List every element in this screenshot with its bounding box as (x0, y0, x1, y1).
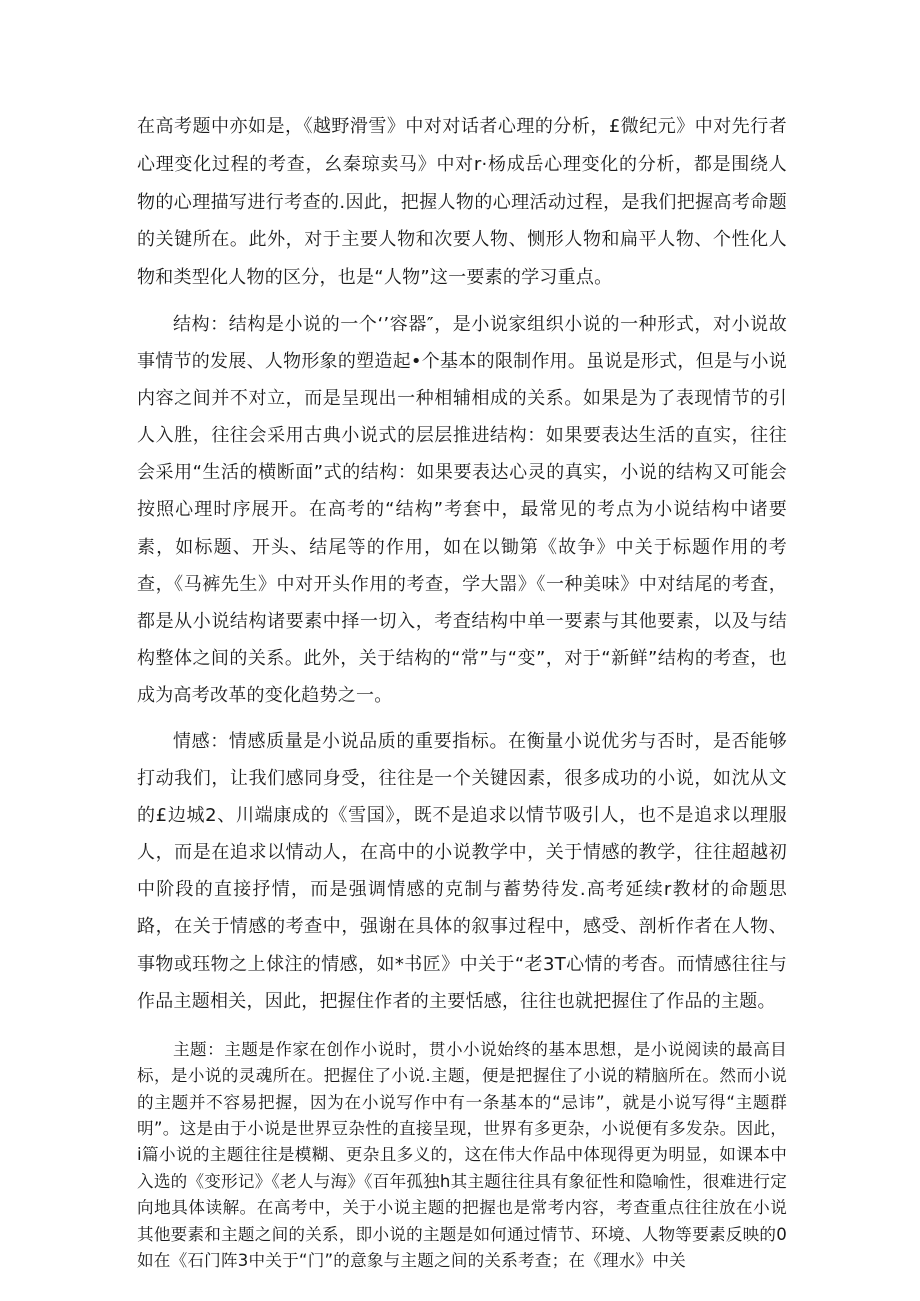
paragraph-emotion-label: 情感： (173, 731, 229, 753)
paragraph-character-text: 在高考题中亦如是，《越野滑雪》中对对话者心理的分析，£微纪元》中对先行者心理变化过程的考查，幺秦琼卖马》中对r·杨成岳心理变化的分析，都是围绕人物的心理描写进行考查的.因此，把握人物的心理活动过程，是我们把握高考命题的关键所在。此外，对于主要人物和次要人物、恻形人物和扁平人物、个性化人物和类型化人物的区分，也是“人物”这一要素的学习重点。 (137, 116, 787, 289)
paragraph-structure-label: 结构： (173, 313, 229, 335)
paragraph-theme (137, 1037, 787, 1275)
paragraph-theme-text: 主题是作家在创作小说时，贯小小说始终的基本思想，是小说阅读的最高目标，是小说的灵魂所在。把握住了小说.主题，便是把握住了小说的精脑所在。然而小说的主题并不容易把握，因为在小说写作中有一条基本的“忌讳”，就是小说写得“主题群明”。这是由于小说是世界豆杂性的直接呈现，世界有多更杂，小说便有多发杂。因此，i篇小说的主题往往是模糊、更杂且多义的，这在伟大作品中体现得更为明显，如课本中入选的《变形记》《老人与海》《百年孤独h其主题往往具有象征性和隐喻性，很难进行定向地具体读解。在高考中，关于小说主题的把握也是常考内容，考查重点往往放在小说其他要素和主题之间的关系，即小说的主题是如何通过情节、环境、人物等要素反映的0如在《石门阵3中关于“门”的意象与主题之间的关系考查；在《理水》中关 (137, 1039, 787, 1271)
paragraph-structure (137, 306, 787, 714)
paragraph-character (137, 108, 787, 297)
paragraph-structure-text: 结构是小说的一个‘’容器″，是小说家组织小说的一种形式，对小说故事情节的发展、人物形象的塑造起•个基本的限制作用。虽说是形式，但是与小说内容之间并不对立，而是呈现出一种相辅相成的关系。如果是为了表现情节的引人入胜，往往会采用古典小说式的层层推进结构：如果要表达生活的直实，往往会采用“生活的横断面”式的结构：如果要表达心灵的真实，小说的结构又可能会按照心理时序展开。在高考的“结构”考套中，最常见的考点为小说结构中诸要素，如标题、开头、结尾等的作用，如在以锄第《故争》中关于标题作用的考查，《马裤先生》中对开头作用的考查，学大噐》《一种美味》中对结尾的考査，都是从小说结构诸要素中择一切入，考査结构中单一要素与其他要素，以及与结构整体之间的关系。此外，关于结构的“常”与“变”，对于“新鲜”结构的考查，也成为高考改革的变化趋势之一。 (137, 313, 788, 706)
document-page (137, 108, 787, 1274)
paragraph-emotion (137, 723, 787, 1020)
paragraph-theme-label: 主题： (173, 1039, 225, 1059)
paragraph-emotion-text: 情感质量是小说品质的重要指标。在衡量小说优劣与否时，是否能够打动我们，让我们感同身受，往往是一个关键因素，很多成功的小说，如沈从文的£边城2、川端康成的《雪国》，既不是追求以情节吸引人，也不是追求以理服人，而是在追求以情动人，在高中的小说教学中，关于情感的教学，往往超越初中阶段的直接抒情，而是强调情感的克制与蓄势待发.高考延续r教材的命题思路，在关于情感的考查中，强谢在具体的叙事过程中，感受、剖析作者在人物、事物或珏物之上俅注的情感，如*书匠》中关于“老3T心情的考杳。而情感往往与作品主题相关，因此，把握住作者的主要恬感，往往也就把握住了作品的主题。 (137, 731, 788, 1012)
